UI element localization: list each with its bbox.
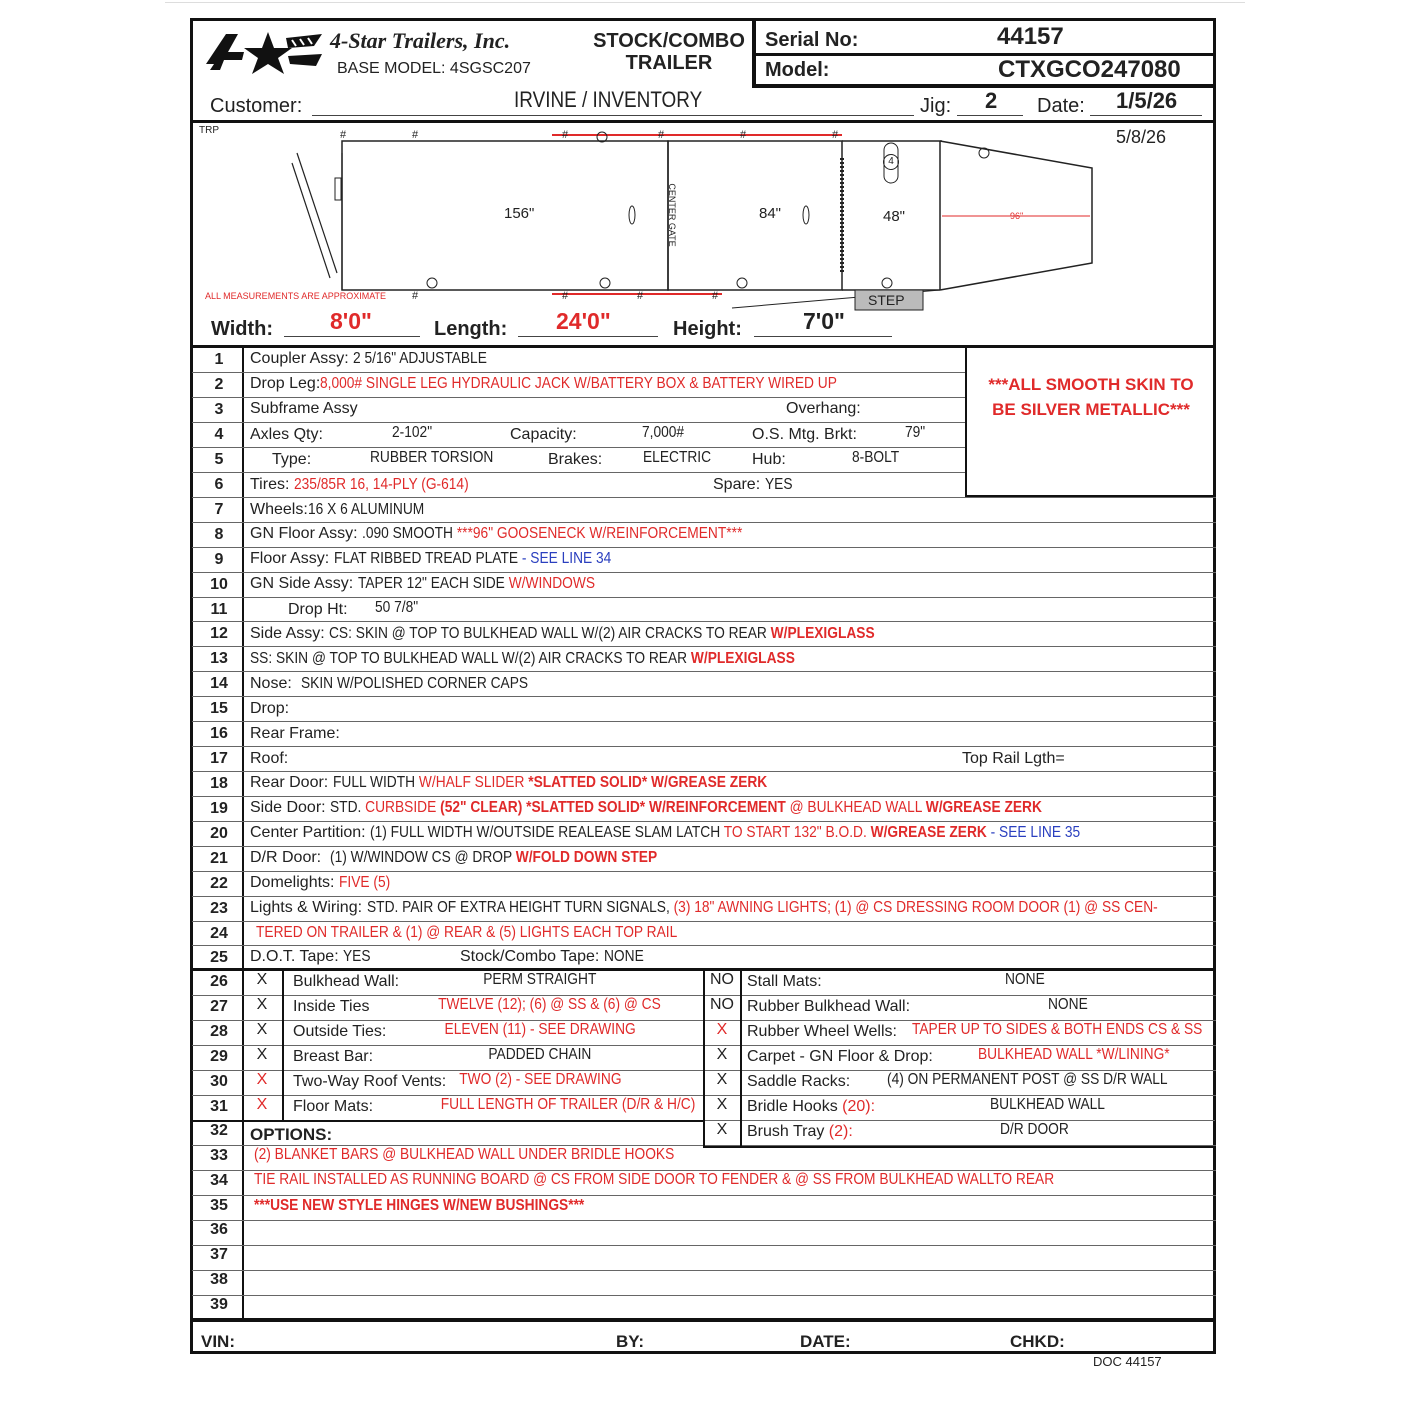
gn-floor-label: GN Floor Assy: (250, 525, 358, 542)
height-label: Height: (673, 318, 742, 340)
row-separator (192, 422, 965, 423)
scan-edge (165, 2, 1245, 3)
row-num-8: 8 (214, 526, 224, 543)
row-separator (192, 1270, 1216, 1271)
checklist-label: Bridle Hooks (20): (747, 1098, 876, 1115)
checklist-value: NONE (1005, 971, 1045, 988)
row-num-22: 22 (210, 875, 228, 892)
domelights-value: FIVE (5) (338, 874, 391, 891)
trailer-type-1: STOCK/COMBO (593, 30, 745, 52)
row-num-21: 21 (210, 850, 228, 867)
brakes-label: Brakes: (548, 451, 603, 468)
options-top (192, 1120, 704, 1122)
check-col-left (282, 970, 284, 1120)
checklist-value: (4) ON PERMANENT POST @ SS D/R WALL (887, 1071, 1168, 1088)
row-24 (256, 924, 746, 942)
brakes-value: ELECTRIC (643, 449, 712, 466)
row-23 (250, 899, 1286, 917)
type-value: RUBBER TORSION (370, 449, 494, 466)
dimension-156: 156" (504, 205, 535, 222)
checklist-value: PERM STRAIGHT (483, 971, 597, 988)
row-separator (192, 372, 965, 373)
checklist-value: BULKHEAD WALL (990, 1096, 1105, 1113)
stock-tape: Stock/Combo Tape: NONE (460, 948, 644, 965)
row-7 (250, 501, 443, 519)
vent-1 (629, 206, 635, 224)
row-num-6: 6 (214, 476, 224, 493)
company-name: 4-Star Trailers, Inc. (330, 28, 511, 53)
row-num-35: 35 (210, 1197, 228, 1214)
row-num-2: 2 (214, 376, 224, 393)
row-num-7: 7 (214, 501, 224, 518)
capacity-label: Capacity: (510, 426, 577, 443)
checklist-value: D/R DOOR (1000, 1121, 1069, 1138)
coupler-value: 2 5/16" ADJUSTABLE (353, 350, 488, 367)
second-date: 5/8/26 (1116, 127, 1167, 147)
row-separator (192, 621, 1216, 622)
row-separator (192, 1295, 1216, 1296)
rear-door-value: FULL WIDTH W/HALF SLIDER *SLATTED SOLID* W/GREASE ZERK (332, 774, 767, 791)
row-10 (250, 575, 633, 593)
tail-light (335, 178, 341, 200)
gn-side-label: GN Side Assy: (250, 575, 354, 592)
svg-text:#: # (637, 290, 644, 302)
row-separator (192, 397, 965, 398)
row-num-32: 32 (210, 1122, 228, 1139)
tires-label: Tires: (250, 476, 290, 493)
checklist-label: Bulkhead Wall: (293, 973, 400, 990)
row-num-10: 10 (210, 576, 228, 593)
row-num-15: 15 (210, 700, 228, 717)
row-separator (192, 796, 1216, 797)
checklist-value: BULKHEAD WALL *W/LINING* (978, 1046, 1170, 1063)
top-rail-label: Top Rail Lgth= (962, 750, 1065, 767)
checklist-label: Breast Bar: (293, 1048, 374, 1065)
row-separator (192, 1245, 1216, 1246)
nose-label: Nose: (250, 675, 292, 692)
approx-note: ALL MEASUREMENTS ARE APPROXIMATE (205, 291, 387, 301)
svg-text:#: # (340, 129, 347, 141)
row-separator (192, 871, 1216, 872)
length-value: 24'0" (556, 308, 611, 334)
os-mtg-label: O.S. Mtg. Brkt: (752, 426, 857, 443)
row-num-12: 12 (210, 625, 228, 642)
row-num-29: 29 (210, 1048, 228, 1065)
row-num-31: 31 (210, 1098, 228, 1115)
row-num-17: 17 (210, 750, 228, 767)
date-label: Date: (1037, 95, 1085, 117)
checklist-label: Brush Tray (2): (747, 1123, 853, 1140)
side-door-value: STD. CURBSIDE (52" CLEAR) *SLATTED SOLID* W/REINFORCEMENT @ BULKHEAD WALL W/GREASE ZERK (330, 799, 1042, 816)
check-mark[interactable]: X (256, 1096, 268, 1113)
svg-text:#: # (412, 129, 419, 141)
drop-ht-label: Drop Ht: (288, 601, 348, 618)
chkd-label: CHKD: (1010, 1332, 1065, 1351)
hub-value: 8-BOLT (852, 449, 900, 466)
checklist-value: FULL LENGTH OF TRAILER (D/R & H/C) (440, 1096, 696, 1113)
check-mark[interactable]: X (716, 1021, 728, 1038)
row-separator (192, 721, 1216, 722)
base-model: BASE MODEL: 4SGSC207 (337, 60, 531, 77)
side-door-label: Side Door: (250, 799, 326, 816)
row-separator (192, 696, 1216, 697)
date-underline (1090, 115, 1202, 116)
row-separator (192, 547, 1216, 548)
model-value: CTXGCO247080 (998, 56, 1181, 83)
drawing-divider (192, 345, 1216, 348)
jig-underline (957, 115, 1023, 116)
row-num-28: 28 (210, 1023, 228, 1040)
circle-4: 4 (883, 154, 899, 170)
wheels-label: Wheels: (250, 501, 308, 518)
floor-assy-label: Floor Assy: (250, 550, 330, 567)
check-mark[interactable]: X (716, 1096, 728, 1113)
checklist-value: TAPER UP TO SIDES & BOTH ENDS CS & SS (912, 1021, 1203, 1038)
row-separator (192, 522, 1216, 523)
check-mark[interactable]: X (716, 1046, 728, 1063)
row-num-27: 27 (210, 998, 228, 1015)
check-mark[interactable]: X (716, 1071, 728, 1088)
row-separator (192, 746, 1216, 747)
row-separator (192, 771, 1216, 772)
dimension-84: 84" (759, 205, 782, 222)
height-value: 7'0" (803, 308, 845, 334)
serial-value: 44157 (997, 23, 1064, 50)
row-9 (250, 550, 656, 568)
row-num-19: 19 (210, 800, 228, 817)
row-1 (250, 350, 509, 368)
height-underline (754, 336, 892, 337)
row-3-label: Subframe Assy (250, 400, 358, 417)
side-assy-ss: SS: SKIN @ TOP TO BULKHEAD WALL W/(2) AIR CRACKS TO REAR W/PLEXIGLASS (250, 650, 795, 667)
lights-wiring-cont: TERED ON TRAILER & (1) @ REAR & (5) LIGHTS EACH TOP RAIL (256, 924, 678, 941)
coupler-label: Coupler Assy: (250, 350, 349, 367)
row-14 (250, 675, 565, 693)
hub-label: Hub: (752, 451, 786, 468)
width-underline (284, 336, 420, 337)
overhang-label: Overhang: (786, 400, 861, 417)
row-num-23: 23 (210, 900, 228, 917)
row-num-24: 24 (210, 925, 228, 942)
width-value: 8'0" (330, 308, 372, 334)
options-label: OPTIONS: (250, 1125, 333, 1144)
dr-door-label: D/R Door: (250, 849, 322, 866)
lights-wiring-label: Lights & Wiring: (250, 899, 363, 916)
company-logo (204, 30, 324, 76)
row-2 (250, 375, 921, 393)
check-mark[interactable]: X (256, 1046, 268, 1063)
row-separator (703, 1120, 1215, 1121)
option-35: ***USE NEW STYLE HINGES W/NEW BUSHINGS*** (254, 1197, 585, 1214)
row-13 (250, 650, 884, 668)
row-separator (192, 821, 1216, 822)
trp-label: TRP (199, 125, 219, 136)
check-mark[interactable]: X (256, 996, 268, 1013)
checklist-value: PADDED CHAIN (488, 1046, 592, 1063)
option-33: (2) BLANKET BARS @ BULKHEAD WALL UNDER BRIDLE HOOKS (254, 1146, 675, 1163)
checklist-value: ELEVEN (11) - SEE DRAWING (444, 1021, 636, 1038)
model-label: Model: (765, 59, 830, 81)
step-label: STEP (868, 292, 905, 308)
row-separator (192, 1220, 1216, 1221)
checklist-value: NONE (1048, 996, 1088, 1013)
row-num-9: 9 (214, 551, 224, 568)
row-separator (192, 472, 965, 473)
length-label: Length: (434, 318, 508, 340)
row-25 (250, 948, 375, 966)
row-num-14: 14 (210, 675, 228, 692)
rear-door-label: Rear Door: (250, 774, 329, 791)
by-label: BY: (616, 1332, 645, 1351)
row-num-39: 39 (210, 1296, 228, 1313)
row-separator (192, 597, 1216, 598)
checklist-label: Floor Mats: (293, 1098, 374, 1115)
dimension-48: 48" (883, 208, 906, 225)
center-gate-label: CENTER GATE (667, 183, 677, 247)
checklist-label: Outside Ties: (293, 1023, 387, 1040)
note-line-2: BE SILVER METALLIC*** (992, 400, 1190, 419)
row-separator (192, 572, 1216, 573)
row-num-11: 11 (210, 601, 228, 618)
row-num-34: 34 (210, 1172, 228, 1189)
nose-value: SKIN W/POLISHED CORNER CAPS (300, 675, 528, 692)
serial-label: Serial No: (765, 29, 859, 51)
customer-label: Customer: (210, 95, 303, 117)
row-separator (192, 497, 1216, 498)
side-assy-cs: CS: SKIN @ TOP TO BULKHEAD WALL W/(2) AIR CRACKS TO REAR W/PLEXIGLASS (329, 625, 875, 642)
row-separator (192, 896, 1216, 897)
axles-qty: 2-102" (392, 424, 433, 441)
rear-door-line-2 (292, 163, 330, 278)
svg-text:#: # (712, 290, 719, 302)
row-num-3: 3 (214, 401, 224, 418)
note-box-line (965, 348, 967, 496)
trailer-drawing (192, 123, 1214, 313)
row-21 (250, 849, 710, 867)
svg-text:#: # (658, 129, 665, 141)
row-separator (192, 945, 1216, 946)
check-mark[interactable]: NO (710, 971, 734, 988)
doc-number: DOC 44157 (1093, 1354, 1162, 1369)
row-num-18: 18 (210, 775, 228, 792)
row-num-36: 36 (210, 1221, 228, 1238)
os-mtg-value: 79" (905, 424, 926, 441)
vent-2 (803, 206, 809, 224)
checklist-label: Two-Way Roof Vents: (293, 1073, 447, 1090)
row-num-37: 37 (210, 1246, 228, 1263)
drop-leg-label: Drop Leg: (250, 375, 321, 392)
check-mark[interactable]: X (256, 971, 268, 988)
row-18 (250, 774, 838, 792)
trailer-type-2: TRAILER (625, 52, 713, 74)
row-separator (192, 447, 965, 448)
side-assy-label: Side Assy: (250, 625, 325, 642)
dr-door-value: (1) W/WINDOW CS @ DROP W/FOLD DOWN STEP (330, 849, 658, 866)
customer-value: IRVINE / INVENTORY (514, 87, 703, 112)
check-right-bottom (703, 1146, 1215, 1148)
checklist-value: TWO (2) - SEE DRAWING (458, 1071, 622, 1088)
row-num-13: 13 (210, 650, 228, 667)
length-underline (518, 336, 658, 337)
row-8 (250, 525, 804, 543)
row-num-20: 20 (210, 825, 228, 842)
row-12 (250, 625, 964, 643)
date-value: 1/5/26 (1116, 88, 1178, 113)
drop-leg-value: 8,000# SINGLE LEG HYDRAULIC JACK W/BATTERY BOX & BATTERY WIRED UP (320, 375, 838, 392)
jig-label: Jig: (920, 95, 952, 117)
row-num-4: 4 (214, 426, 224, 443)
check-mark[interactable]: X (716, 1121, 728, 1138)
drop-ht-value: 50 7/8" (375, 599, 419, 616)
axles-label: Axles Qty: (250, 426, 323, 443)
row-num-16: 16 (210, 725, 228, 742)
row-num-1: 1 (214, 351, 224, 368)
check-mark[interactable]: X (256, 1021, 268, 1038)
vin-label: VIN: (201, 1332, 235, 1351)
dimension-96: 96" (1010, 211, 1024, 221)
floor-assy-value: FLAT RIBBED TREAD PLATE - SEE LINE 34 (333, 550, 611, 567)
domelights-label: Domelights: (250, 874, 335, 891)
row-separator (192, 921, 1216, 922)
row-num-column-line (242, 348, 244, 1318)
row-num-30: 30 (210, 1073, 228, 1090)
center-partition-label: Center Partition: (250, 824, 366, 841)
dressing-area (668, 141, 842, 290)
rear-door-line-1 (297, 153, 337, 273)
jig-value: 2 (985, 88, 998, 113)
spare: Spare: YES (713, 476, 793, 493)
row-separator (192, 646, 1216, 647)
row-num-25: 25 (210, 949, 228, 966)
row-num-5: 5 (214, 451, 224, 468)
check-mark[interactable]: NO (710, 996, 734, 1013)
check-mark[interactable]: X (256, 1071, 268, 1088)
svg-text:#: # (740, 129, 747, 141)
footer-top (192, 1318, 1216, 1322)
row-20 (250, 824, 1196, 842)
row-22 (250, 874, 399, 892)
row-num-26: 26 (210, 973, 228, 990)
drop-label: Drop: (250, 700, 290, 717)
option-34: TIE RAIL INSTALLED AS RUNNING BOARD @ CS FROM SIDE DOOR TO FENDER & @ SS FROM BULKHEAD WALLTO REAR (254, 1171, 1055, 1188)
svg-text:#: # (412, 290, 419, 302)
row-19 (250, 799, 1158, 817)
svg-text:#: # (832, 129, 839, 141)
gn-side-value: TAPER 12" EACH SIDE W/WINDOWS (357, 575, 595, 592)
svg-text:#: # (562, 290, 569, 302)
footer-date-label: DATE: (800, 1332, 851, 1351)
center-partition-value: (1) FULL WIDTH W/OUTSIDE REALEASE SLAM LATCH TO START 132" B.O.D. W/GREASE ZERK - SEE LINE 35 (370, 824, 1081, 841)
roof-label: Roof: (250, 750, 289, 767)
row-separator (192, 1195, 1216, 1196)
svg-text:#: # (562, 129, 569, 141)
type-label: Type: (272, 451, 312, 468)
width-label: Width: (211, 318, 274, 340)
checklist-label: Rubber Bulkhead Wall: (747, 998, 911, 1015)
dot-tape-value: YES (343, 948, 371, 965)
gn-floor-value: .090 SMOOTH ***96" GOOSENECK W/REINFORCEMENT*** (362, 525, 743, 542)
checklist-label: Rubber Wheel Wells: (747, 1023, 897, 1040)
note-line-1: ***ALL SMOOTH SKIN TO (988, 375, 1194, 394)
checklist-label: Stall Mats: (747, 973, 822, 990)
lights-wiring-value: STD. PAIR OF EXTRA HEIGHT TURN SIGNALS, (3) 18" AWNING LIGHTS; (1) @ CS DRESSING ROOM DOOR (1) @ SS CEN- (366, 899, 1158, 916)
rear-frame-label: Rear Frame: (250, 725, 340, 742)
checklist-value: TWELVE (12); (6) @ SS & (6) @ CS (438, 996, 661, 1013)
capacity-value: 7,000# (642, 424, 685, 441)
row-num-33: 33 (210, 1147, 228, 1164)
row-separator (192, 846, 1216, 847)
checklist-label: Carpet - GN Floor & Drop: (747, 1048, 933, 1065)
tires-value: 235/85R 16, 14-PLY (G-614) (293, 476, 469, 493)
customer-underline (312, 115, 914, 116)
wheels-value: 16 X 6 ALUMINUM (307, 501, 425, 518)
row-num-38: 38 (210, 1271, 228, 1288)
dot-tape-label: D.O.T. Tape: (250, 948, 339, 965)
row-separator (192, 671, 1216, 672)
row-6 (250, 476, 497, 494)
checklist-label: Inside Ties (293, 998, 370, 1015)
checklist-label: Saddle Racks: (747, 1073, 851, 1090)
